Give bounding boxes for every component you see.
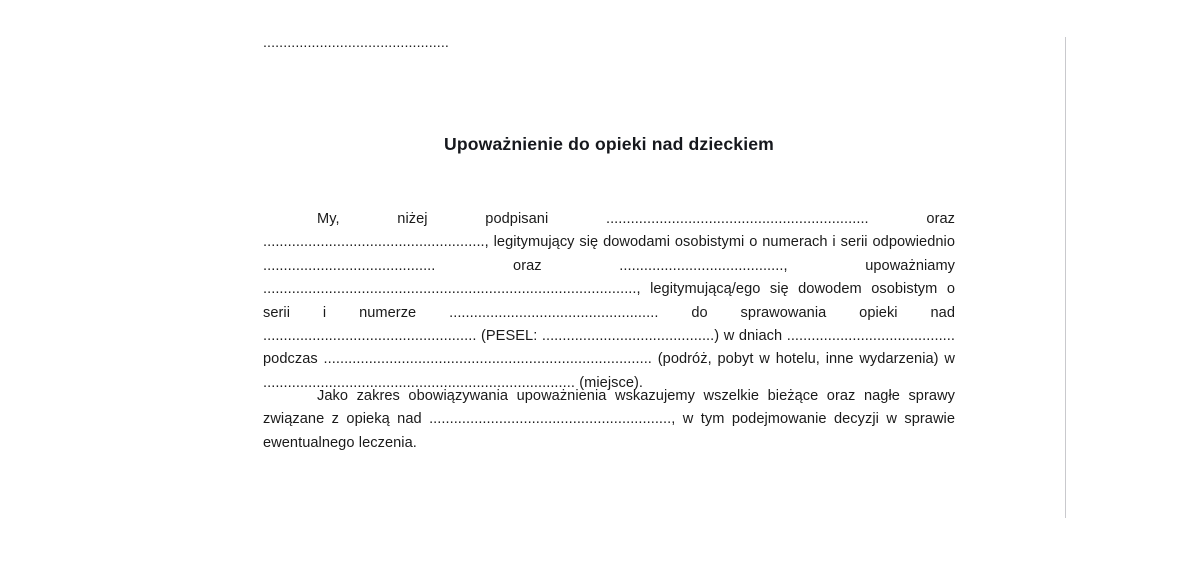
paragraph-authorization: [263, 208, 955, 395]
paragraph-scope-text: Jako zakres obowiązywania upoważnienia wskazujemy wszelkie bieżące oraz nagłe sprawy związane z opieką nad ..........................................................., w tym podejmowanie decyzji w sprawie ewentualnego leczenia.: [263, 388, 955, 451]
page-edge-rule: [1065, 37, 1066, 518]
paragraph-scope: [263, 385, 955, 455]
document-title: Upoważnienie do opieki nad dzieckiem: [444, 134, 774, 154]
paragraph-authorization-text: My, niżej podpisani ................................................................ oraz ......................................................, legitymujący się dowodami osobistymi o numerach i serii odpowiednio .......................................... oraz ........................................, upoważniamy ..........................................................................................., legitymującą/ego się dowodem osobistym o serii i numerze ................................................... do sprawowania opieki nad .................................................... (PESEL: ..........................................) w dniach ......................................... podczas ................................................................................ (podróż, pobyt w hotelu, inne wydarzenia) w ............................................................................ (miejsce).: [263, 211, 955, 391]
header-signature-blank: ..............................................: [263, 35, 449, 51]
